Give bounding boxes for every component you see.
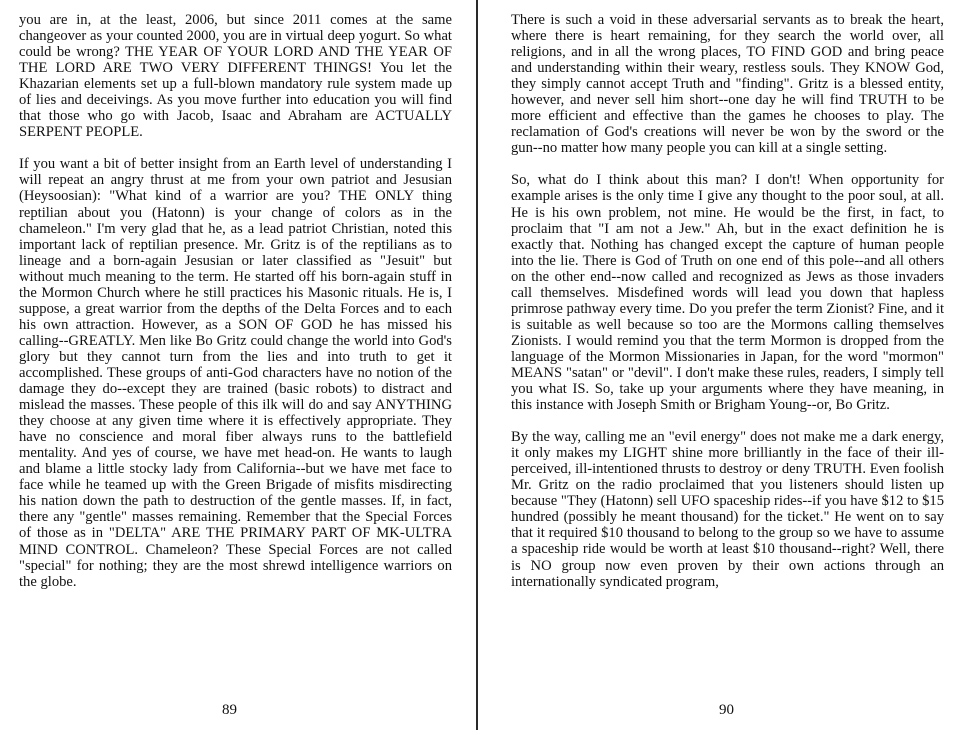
paragraph: So, what do I think about this man? I don't! When opportunity for example arises is the only time I give any thought to the poor soul, at all. He is his own problem, not mine. He would be the first, in fact, to proclaim that "I am not a Jew." Ah, but in the exact definition he is exactly that. Nothing has changed except the capture of human people into the lie. There is God of Truth on one end of this pole--and all others on the other end--now called and recognized as Jews as those invaders call themselves. Misdefined words will lead you down that hapless primrose pathway every time. Do you prefer the term Zionist? Fine, and it is suitable as well because so too are the Mormons calling themselves Zionists. I would remind you that the term Mormon is dropped from the language of the Mormon Missionaries in Japan, for the word "mormon" MEANS "satan" or "devil". I don't make these rules, readers, I simply tell you what IS. So, take up your arguments where they have meaning, in this instance with Joseph Smith or Brigham Young--or, Bo Gritz.	[511, 172, 944, 414]
page-number: 90	[719, 702, 734, 718]
paragraph: If you want a bit of better insight from an Earth level of understanding I will repeat an angry thrust at me from your own patriot and Jesusian (Heysoosian): "What kind of a warrior are you? THE ONLY thing reptilian about you (Hatonn) is your change of colors as in the chameleon." I'm very glad that he, as a lead patriot Christian, noted this important lack of reptilian presence. Mr. Gritz is of the reptilians as to lineage and a born-again Jesusian or later classified as "Jesuit" but without much meaning to the term. He started off his born-again stuff in the Mormon Church where he still practices his Masonic rituals. He is, I suppose, a great warrior from the depths of the Delta Forces and to each his own attraction. However, as a SON OF GOD he has missed his calling--GREATLY. Men like Bo Gritz could change the world into God's glory but they cannot turn from the lies and into truth to get it accomplished. These groups of anti-God characters have no notion of the damage they do--except they are trained (basic robots) to distract and mislead the masses. These people of this ilk will do and say ANYTHING they choose at any given time where it is effectively appropriate. They have no conscience and moral fiber always runs to the battlefield mentality. And yes of course, we have met head-on. He wants to laugh and blame a little stocky lady from California--but we have met face to face while he teamed up with the Green Brigade of misfits misdirecting his nation down the path to destruction of the gentle masses. If, in fact, there any "gentle" masses remaining. Remember that the Special Forces of those as in "DELTA" ARE THE PRIMARY PART OF MK-ULTRA MIND CONTROL. Chameleon? These Special Forces are not called "special" for nothing; they are the most shrewd intelligence warriors on the globe.	[19, 156, 452, 590]
paragraph: By the way, calling me an "evil energy" does not make me a dark energy, it only makes my LIGHT shine more brilliantly in the face of their ill-perceived, ill-intentioned thrusts to destroy or deny TRUTH. Even foolish Mr. Gritz on the radio proclaimed that you listeners should listen up because "They (Hatonn) sell UFO spaceship rides--if you have $12 to $15 hundred (possibly he meant thousand) for the ticket." He went on to say that it required $10 thousand to belong to the group so we have to assume a spaceship ride would be worth at least $10 thousand--right? Well, there is NO group now even proven by their own actions through an internationally syndicated program,	[511, 429, 944, 590]
paragraph: you are in, at the least, 2006, but since 2011 comes at the same changeover as your counted 2000, you are in virtual deep yogurt. So what could be wrong? THE YEAR OF YOUR LORD AND THE YEAR OF THE LORD ARE TWO VERY DIFFERENT THINGS! You let the Khazarian elements set up a full-blown mandatory rule system made up of lies and deceivings. As you move further into education you will find that those who go with Jacob, Isaac and Abraham are ACTUALLY SERPENT PEOPLE.	[19, 12, 452, 141]
paragraph: There is such a void in these adversarial servants as to break the heart, where there is heart remaining, for they search the world over, all religions, and in all the wrong places, TO FIND GOD and bring peace and understanding within their weary, restless souls. They KNOW God, they simply cannot accept Truth and "finding". Gritz is a blessed entity, however, and never sell him short--one day he will find TRUTH to be more efficient and effective than the games he chooses to play. The reclamation of God's creations will never be won by the sword or the gun--no matter how many people you can kill at a single setting.	[511, 12, 944, 157]
left-page-text	[19, 12, 452, 606]
right-page-text	[511, 12, 944, 606]
page-number: 89	[222, 702, 237, 718]
right-page	[480, 0, 968, 730]
book-gutter	[476, 0, 478, 730]
left-page	[0, 0, 476, 730]
